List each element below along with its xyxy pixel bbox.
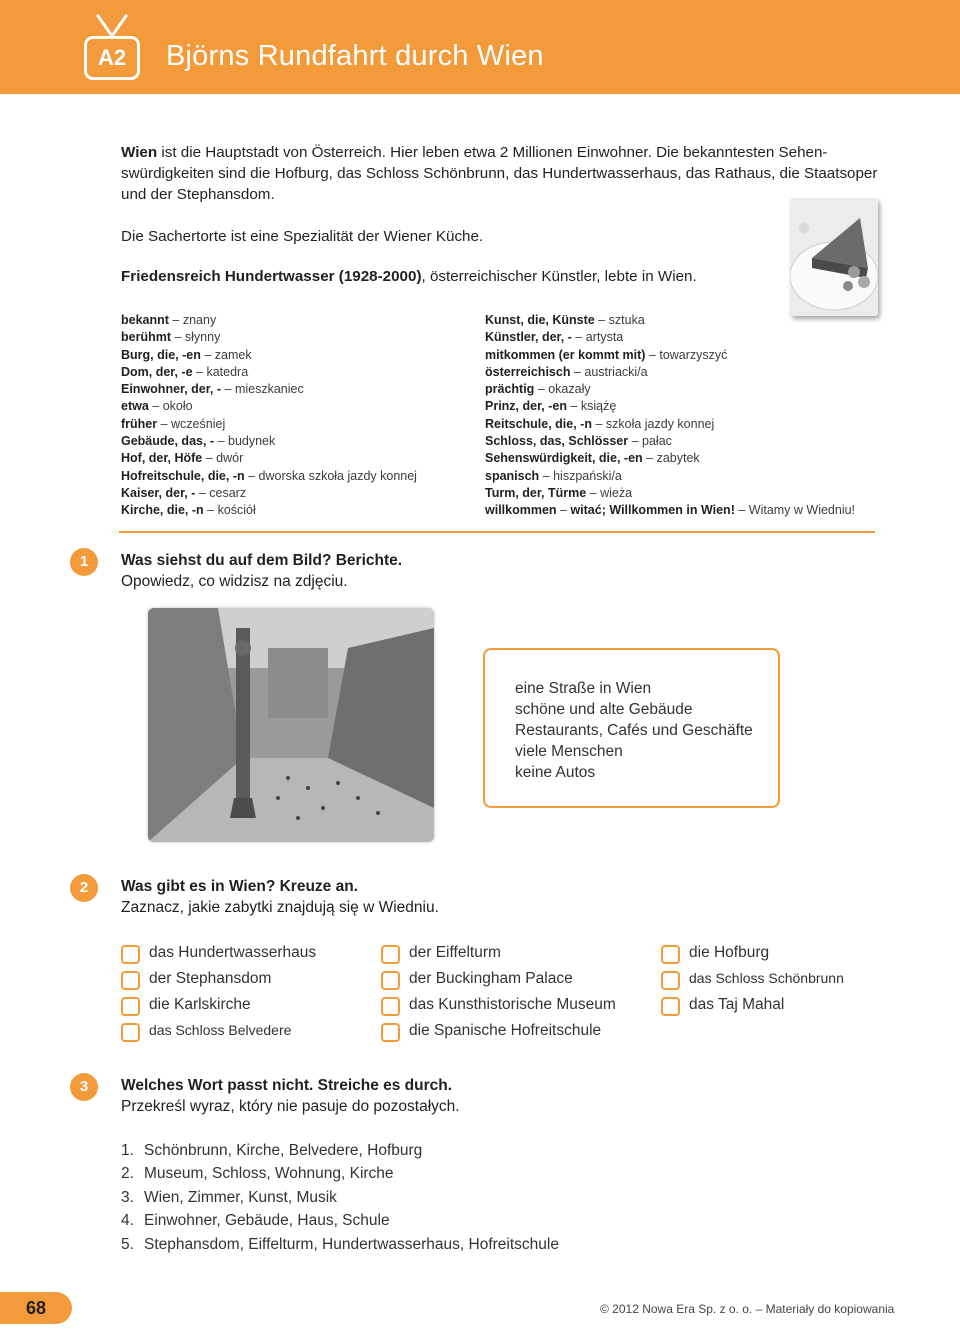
vocab-entry [485,450,855,467]
exercise-3-instruction-de: Welches Wort passt nicht. Streiche es durch. [121,1077,453,1094]
checkbox-icon[interactable] [661,997,680,1016]
vocab-entry [485,433,855,450]
vocab-translation: sztuka [608,313,645,327]
vocab-entry [485,347,855,364]
vocab-text: Witamy w Wiedniu! [748,503,856,518]
vocab-dash: – [628,434,643,449]
vocab-word: Kaiser, der, - [121,485,196,500]
vocab-dash: – [642,451,657,466]
tv-antenna-icon [84,14,140,38]
vocab-entry [121,398,417,415]
checkbox-icon[interactable] [381,945,400,964]
vocab-entry [485,502,855,519]
vocab-word: Dom, der, -e [121,364,193,379]
vocab-word: früher [121,416,158,431]
vocab-word: Turm, der, Türme [485,485,587,500]
page-number: 68 [0,1292,72,1324]
exercise-3-number: 3 [70,1073,98,1101]
vocab-translation: około [162,399,193,414]
vocab-dash: – [586,485,601,500]
keyword-item: keine Autos [515,764,596,781]
exercise-1-instruction-pl: Opowiedz, co widzisz na zdjęciu. [121,573,348,590]
vocab-text: willkommen [485,503,557,518]
vocab-word: Kirche, die, -n [121,503,204,518]
vocab-dash: – [570,364,585,379]
vocab-dash: – [645,347,660,362]
vocab-word: mitkommen (er kommt mit) [485,347,646,362]
vocab-word: Hof, der, Höfe [121,451,203,466]
vocab-entry [121,381,417,398]
exercise-1-number: 1 [70,548,98,576]
vocab-dash: – [221,382,235,397]
vocab-entry [121,468,417,485]
vocab-word: spanisch [485,468,540,483]
hundertwasser-bold: Friedensreich Hundertwasser (1928-2000) [121,268,422,285]
vocab-entry [485,398,855,415]
vocab-entry [485,312,855,329]
exercise-1-instruction-de: Was siehst du auf dem Bild? Berichte. [121,552,403,569]
vocab-dash: – [566,399,581,414]
vocab-dash: – [168,313,183,327]
vocab-entry [121,433,417,450]
vocab-entry [121,329,417,346]
vocab-entry [485,468,855,485]
vocab-dash: – [202,451,217,466]
vocab-translation: pałac [642,434,672,449]
vocab-entry [121,416,417,433]
checkbox-icon[interactable] [121,971,140,990]
exercise-1-task [121,550,402,592]
list-item: 4. Einwohner, Gebäude, Haus, Schule [121,1212,390,1230]
vocab-dash: – [203,503,218,518]
vocab-translation: okazały [548,382,591,397]
sachertorte-photo [790,198,878,316]
checkbox-icon[interactable] [381,971,400,990]
vocab-entry [121,312,417,329]
vocab-translation: zamek [214,347,252,362]
vocab-word: Einwohner, der, - [121,382,222,397]
vocab-word: etwa [121,399,149,414]
vocab-word: prächtig [485,382,535,397]
vocab-dash: – [214,434,228,449]
vocab-dash: – [244,468,259,483]
vocab-translation: budynek [228,434,276,449]
vocab-translation: wcześniej [171,416,226,431]
exercise-2-task [121,876,439,918]
vocab-dash: – [195,485,210,500]
vocab-word: berühmt [121,330,171,345]
vocab-separator: – [556,503,571,518]
list-item: 5. Stephansdom, Eiffelturm, Hundertwasserhaus, Hofreitschule [121,1235,559,1253]
section-badge: A2 [84,36,140,80]
checkbox-icon[interactable] [381,997,400,1016]
vocab-dash: – [534,382,549,397]
vocab-dash: – [591,416,606,431]
list-item: 3. Wien, Zimmer, Kunst, Musik [121,1188,337,1206]
vienna-street-photo [148,608,434,842]
checkbox-icon[interactable] [121,945,140,964]
vocab-entry [121,502,417,519]
vocab-translation: słynny [184,330,221,345]
intro-line3: und der Stephansdom. [121,186,275,203]
vocab-translation: kościół [217,503,256,518]
vocab-translation: katedra [206,364,249,379]
vocab-entry [121,450,417,467]
vocab-word: Hofreitschule, die, -n [121,468,245,483]
tv-badge [84,14,140,82]
exercise-3-instruction-pl: Przekreśl wyraz, który nie pasuje do pozostałych. [121,1098,460,1115]
vocab-translation: wieża [600,485,633,500]
vocab-dash: – [594,313,609,327]
vocab-entry [485,485,855,502]
vocab-translation: dwór [216,451,244,466]
hundertwasser-sentence [121,268,697,285]
vocab-translation: dworska szkoła jazdy konnej [258,468,417,483]
vocab-dash: – [539,468,554,483]
vocab-translation: mieszkaniec [234,382,304,397]
keyword-item: eine Straße in Wien [515,680,652,697]
exercise-2-instruction-pl: Zaznacz, jakie zabytki znajdują się w Wiedniu. [121,899,439,916]
vocab-word: Künstler, der, - [485,330,572,345]
hundertwasser-rest: , österreichischer Künstler, lebte in Wien. [421,268,697,285]
vocab-dash: – [200,347,215,362]
intro-paragraph [121,142,881,205]
vocab-dash: – [157,416,172,431]
list-item: 1. Schönbrunn, Kirche, Belvedere, Hofburg [121,1142,423,1159]
keyword-item: schöne und alte Gebäude [515,701,693,718]
vocab-word: Gebäude, das, - [121,434,215,449]
list-item: 2. Museum, Schloss, Wohnung, Kirche [121,1165,394,1183]
checkbox-icon[interactable] [121,997,140,1016]
intro-line1: ist die Hauptstadt von Österreich. Hier leben etwa 2 Millionen Einwohner. Die bekanntesten Sehen- [157,144,828,161]
vocab-entry [121,347,417,364]
vocab-dash: – [192,364,207,379]
vocab-entry [485,329,855,346]
exercise-3-task [121,1075,460,1117]
checkbox-icon[interactable] [661,945,680,964]
sacher-sentence: Die Sachertorte ist eine Spezialität der Wiener Küche. [121,228,484,245]
vocab-text: witać; [570,503,606,518]
vocab-word: österreichisch [485,364,571,379]
keyword-item: Restaurants, Cafés und Geschäfte [515,722,753,739]
vocab-word: Prinz, der, -en [485,399,567,414]
vocab-translation: hiszpański/a [553,468,622,483]
vocab-translation: szkoła jazdy konnej [605,416,715,431]
vocab-entry [485,381,855,398]
exercise-3-list [121,1139,559,1256]
vocab-translation: książę [580,399,617,414]
vocab-translation: artysta [585,330,624,345]
vocab-translation: cesarz [209,485,247,500]
vocab-word: Sehenswürdigkeit, die, -en [485,451,643,466]
vocab-translation: zabytek [656,451,700,466]
vocab-entry [485,364,855,381]
intro-bold-word: Wien [121,144,158,161]
exercise-2-instruction-de: Was gibt es in Wien? Kreuze an. [121,878,358,895]
vocab-entry [121,364,417,381]
checkbox-icon[interactable] [121,1023,140,1042]
vocab-entry [121,485,417,502]
page-title: Björns Rundfahrt durch Wien [166,40,544,72]
vocab-translation: towarzyszyć [659,347,728,362]
vocab-word: bekannt [121,313,169,327]
divider [119,531,875,533]
checkbox-icon[interactable] [381,1023,400,1042]
vocab-separator: – [734,503,749,518]
vocab-dash: – [171,330,185,345]
intro-line2: swürdigkeiten sind die Hofburg, das Schloss Schönbrunn, das Hundertwasserhaus, das Rathaus, die Staatsoper [121,165,878,182]
header-bar [0,0,960,94]
vocab-translation: znany [182,313,217,327]
vocab-dash: – [571,330,586,345]
vocab-word: Burg, die, -en [121,347,201,362]
vocab-word: Kunst, die, Künste [485,313,595,327]
vocab-dash: – [148,399,163,414]
vocab-entry [485,416,855,433]
checkbox-icon[interactable] [661,971,680,990]
vocab-word: Reitschule, die, -n [485,416,592,431]
vocab-column-left [121,312,417,520]
exercise-2-number: 2 [70,874,98,902]
vocab-column-right [485,312,855,520]
keyword-item: viele Menschen [515,743,623,760]
photo-keywords-box [483,648,780,808]
vocab-word: Schloss, das, Schlösser [485,434,629,449]
vocab-text: Willkommen in Wien! [609,503,735,518]
copyright-footer: © 2012 Nowa Era Sp. z o. o. – Materiały do kopiowania [600,1302,895,1316]
vocab-translation: austriacki/a [584,364,648,379]
